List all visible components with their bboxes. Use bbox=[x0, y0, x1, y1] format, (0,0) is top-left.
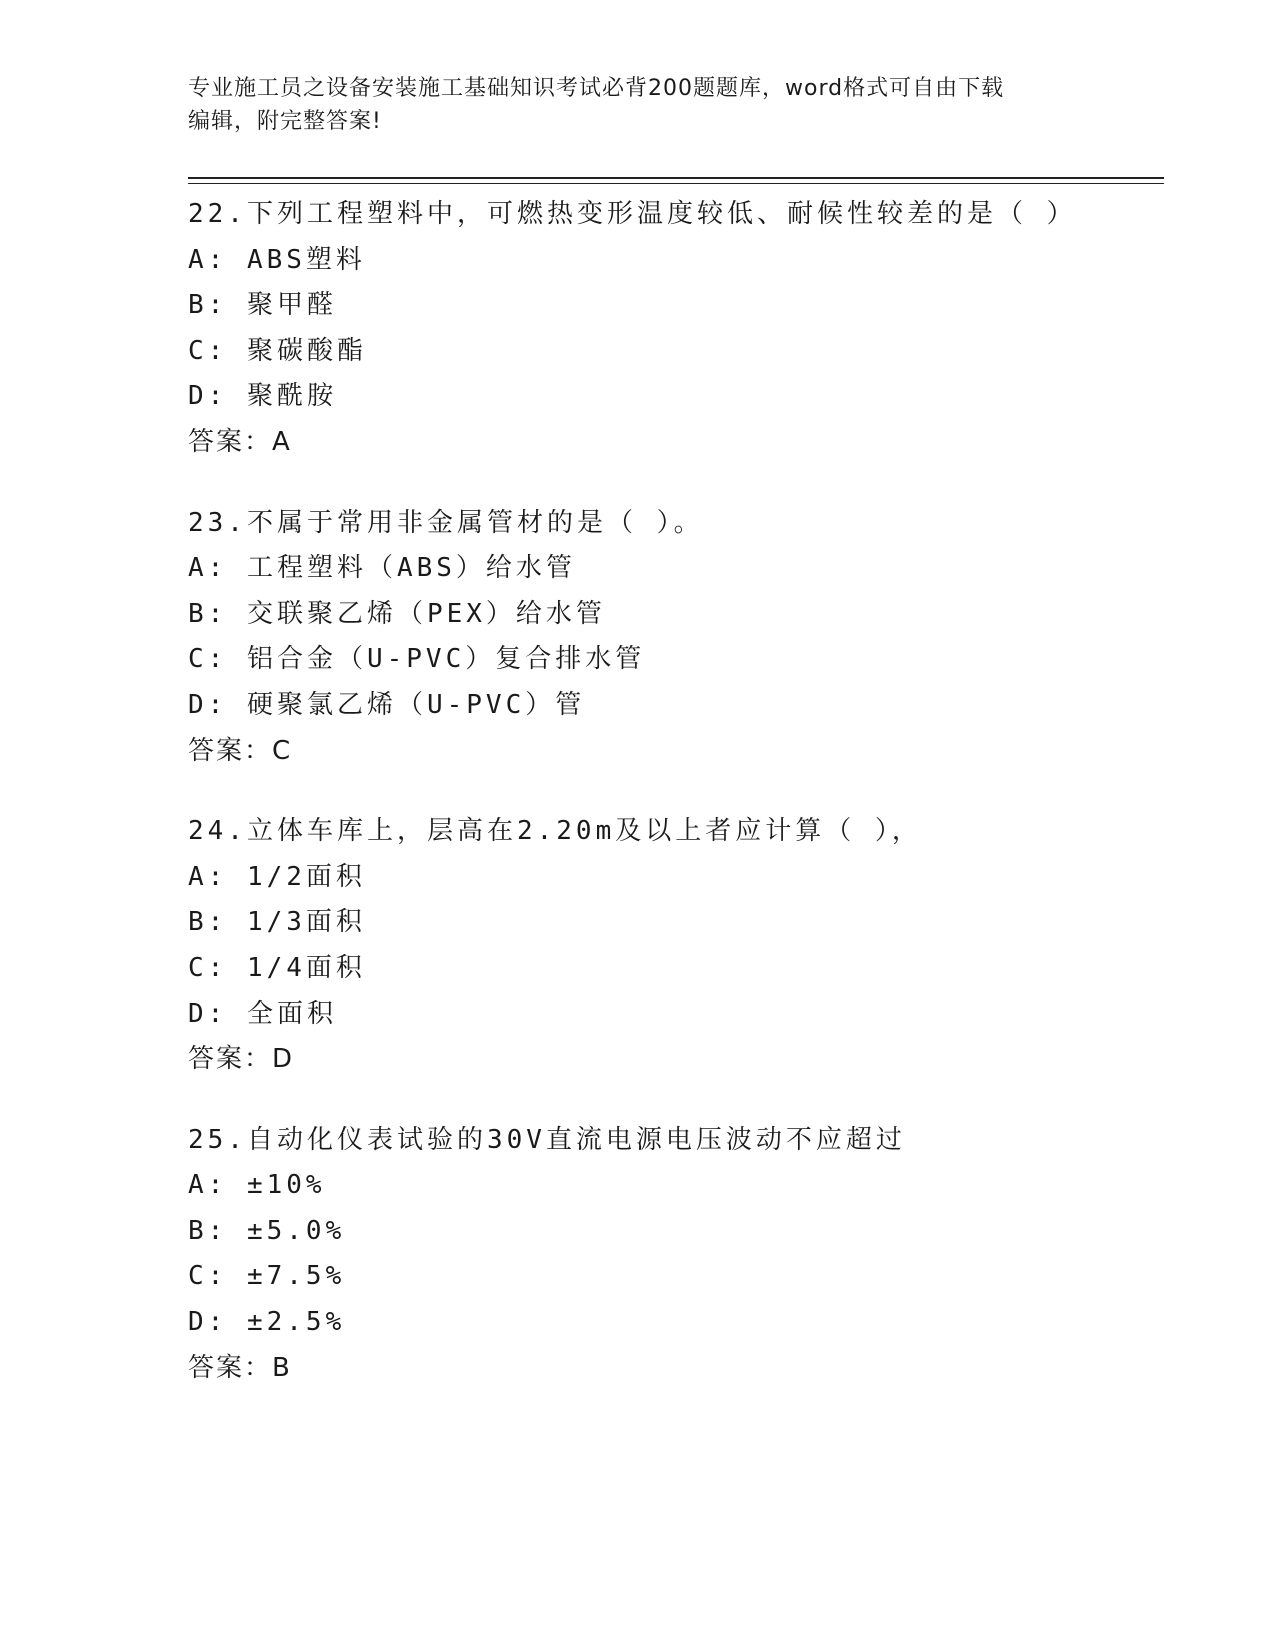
header-title-line-1: 专业施工员之设备安装施工基础知识考试必背200题题库，word格式可自由下载 bbox=[188, 76, 1005, 101]
question-stem: 25.自动化仪表试验的30V直流电源电压波动不应超过 bbox=[188, 1124, 906, 1155]
question-list bbox=[188, 192, 1164, 1426]
header-divider-thin bbox=[188, 183, 1164, 184]
header-divider-thick bbox=[188, 177, 1164, 179]
option-d: D: 全面积 bbox=[188, 998, 337, 1029]
option-a: A: ABS塑料 bbox=[188, 244, 366, 275]
option-c: C: 聚碳酸酯 bbox=[188, 335, 367, 366]
question-24 bbox=[188, 809, 1164, 1083]
option-d: D: 硬聚氯乙烯（U-PVC）管 bbox=[188, 689, 586, 720]
question-22 bbox=[188, 192, 1164, 466]
answer-label: 答案：B bbox=[188, 1352, 292, 1383]
document-header bbox=[188, 72, 1088, 138]
option-b: B: 聚甲醛 bbox=[188, 290, 337, 321]
question-25 bbox=[188, 1118, 1164, 1392]
question-stem: 22.下列工程塑料中，可燃热变形温度较低、耐候性较差的是（ ） bbox=[188, 199, 1077, 229]
question-23 bbox=[188, 501, 1164, 775]
question-stem: 23.不属于常用非金属管材的是（ ）。 bbox=[188, 507, 704, 538]
option-a: A: ±10% bbox=[188, 1170, 326, 1201]
option-c: C: 1/4面积 bbox=[188, 952, 366, 983]
option-b: B: ±5.0% bbox=[188, 1215, 346, 1246]
answer-label: 答案：D bbox=[188, 1044, 295, 1075]
answer-label: 答案：C bbox=[188, 735, 293, 766]
option-c: C: ±7.5% bbox=[188, 1261, 346, 1292]
option-d: D: ±2.5% bbox=[188, 1307, 346, 1338]
option-a: A: 工程塑料（ABS）给水管 bbox=[188, 553, 576, 584]
option-b: B: 1/3面积 bbox=[188, 907, 366, 938]
option-a: A: 1/2面积 bbox=[188, 861, 366, 892]
question-stem: 24.立体车库上，层高在2.20m及以上者应计算（ ）， bbox=[188, 816, 922, 847]
option-c: C: 铝合金（U-PVC）复合排水管 bbox=[188, 644, 646, 675]
header-title-line-2: 编辑，附完整答案! bbox=[188, 109, 382, 134]
option-d: D: 聚酰胺 bbox=[188, 381, 337, 412]
option-b: B: 交联聚乙烯（PEX）给水管 bbox=[188, 598, 606, 629]
answer-label: 答案：A bbox=[188, 426, 292, 457]
